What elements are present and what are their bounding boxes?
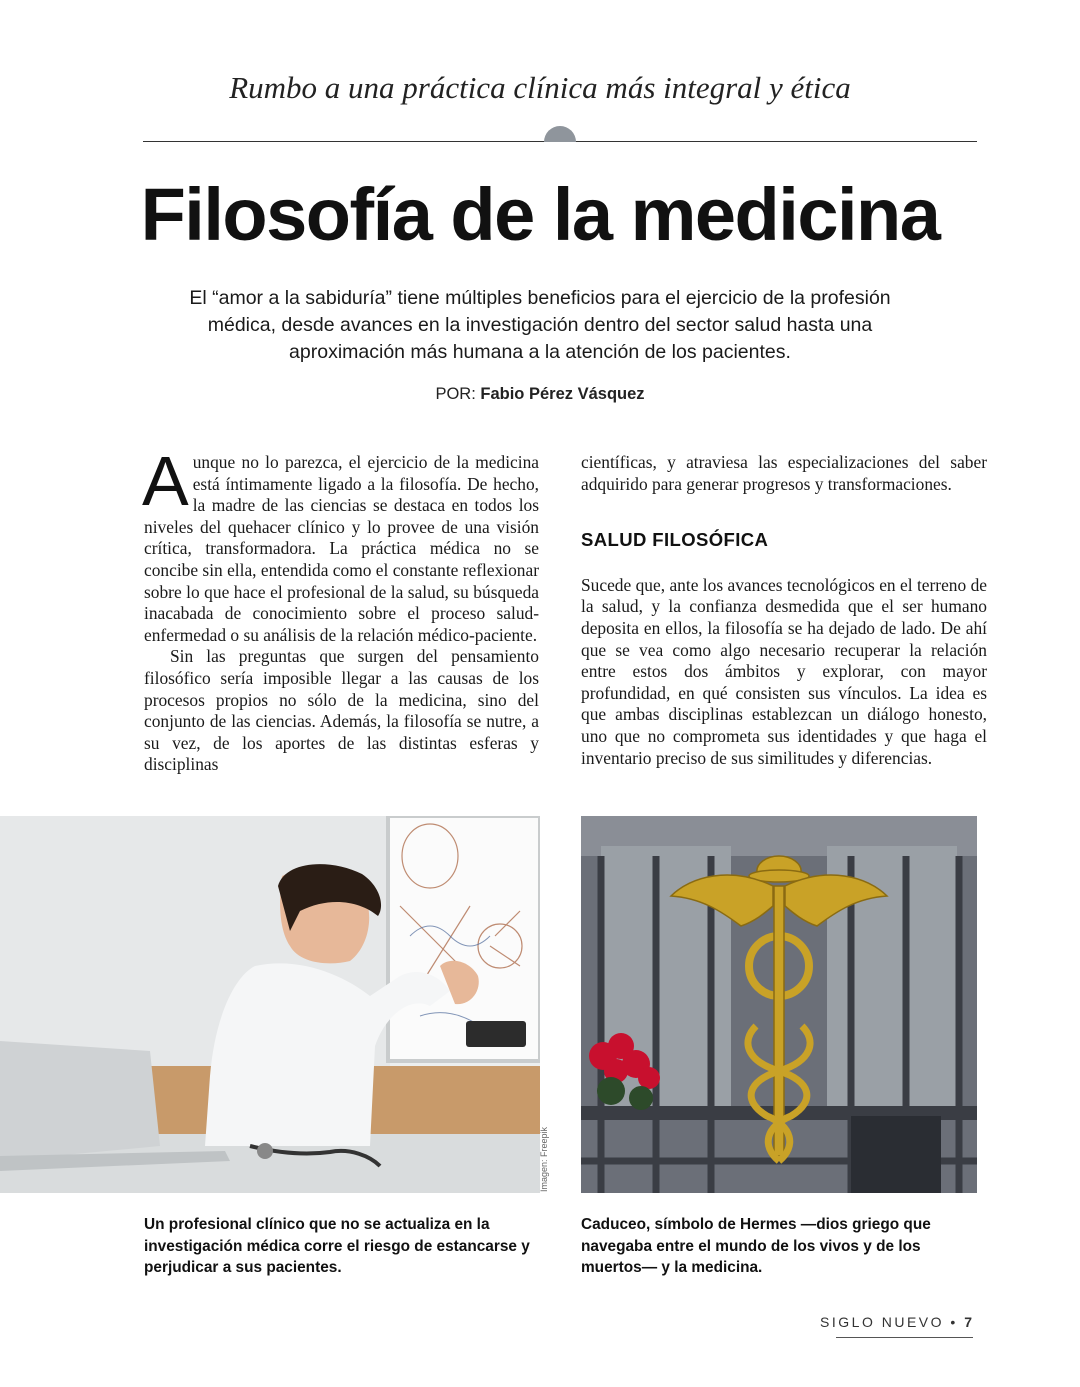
photo-credit: Imagen: Freepik xyxy=(539,1126,549,1192)
body-paragraph-2-continued: científicas, y atraviesa las especializaciones del saber adquirido para generar progresos y transformaciones. xyxy=(581,452,987,494)
caption-clinician: Un profesional clínico que no se actualiza en la investigación médica corre el riesgo de estancarse y perjudicar a sus pacientes. xyxy=(144,1216,530,1277)
photo-caduceus xyxy=(581,816,977,1193)
byline-author: Fabio Pérez Vásquez xyxy=(480,385,645,403)
byline xyxy=(0,385,1080,404)
caduceus-illustration xyxy=(581,816,977,1193)
body-column-right xyxy=(581,452,987,769)
article-title: Filosofía de la medicina xyxy=(140,173,940,256)
body-column-left xyxy=(142,442,539,776)
byline-prefix: POR: xyxy=(435,385,476,403)
header-rule-ornament xyxy=(544,126,576,142)
page-number: 7 xyxy=(964,1314,972,1330)
kicker: Rumbo a una práctica clínica más integral y ética xyxy=(229,70,851,105)
drop-cap: A xyxy=(142,442,189,520)
photo-clinician-whiteboard xyxy=(0,816,540,1193)
caption-caduceus: Caduceo, símbolo de Hermes —dios griego que navegaba entre el mundo de los vivos y de los muertos— y la medicina. xyxy=(581,1216,931,1277)
magazine-name: SIGLO NUEVO xyxy=(820,1314,945,1330)
footer-rule xyxy=(836,1337,973,1338)
section-subhead: SALUD FILOSÓFICA xyxy=(581,529,769,551)
article-lede: El “amor a la sabiduría” tiene múltiples beneficios para el ejercicio de la profesión médica, desde avances en la investigación dentro del sector salud hasta una aproximación más humana a la atención de los pacientes. xyxy=(189,287,891,363)
body-paragraph-2: Sin las preguntas que surgen del pensamiento filosófico sería imposible llegar a las causas de los procesos propios no sólo de la medicina, sino del conjunto de las ciencias. Además, la filosofía se nutre, a su vez, de los aportes de las distintas esferas y disciplinas xyxy=(144,646,539,775)
clinician-illustration xyxy=(0,816,540,1193)
body-paragraph-1 xyxy=(142,442,539,646)
body-paragraph-3: Sucede que, ante los avances tecnológicos en el terreno de la salud, y la confianza desmedida que el ser humano deposita en ellos, la filosofía se ha dejado de lado. De ahí que se vea como algo necesario recuperar la relación entre estos dos ámbitos y explorar, con mayor profundidad, en qué consisten sus vínculos. La idea es que ambas disciplinas establezcan un diálogo honesto, uno que no comprometa sus identidades y que haga el inventario preciso de sus similitudes y diferencias. xyxy=(581,574,987,768)
body-paragraph-1-text: unque no lo parezca, el ejercicio de la medicina está íntimamente ligado a la filosofía. De hecho, la madre de las ciencias se destaca en todos los niveles del quehacer clínico y lo provee de una visión crítica, transformadora. La práctica médica no se concibe sin ella, entendida como el constante reflexionar sobre lo que hace el profesional de la salud, su búsqueda inacabada de conocimiento sobre el proceso salud-enfermedad o su análisis de la relación médico-paciente. xyxy=(144,452,539,645)
page-footer xyxy=(820,1314,972,1330)
footer-separator: • xyxy=(950,1314,958,1330)
